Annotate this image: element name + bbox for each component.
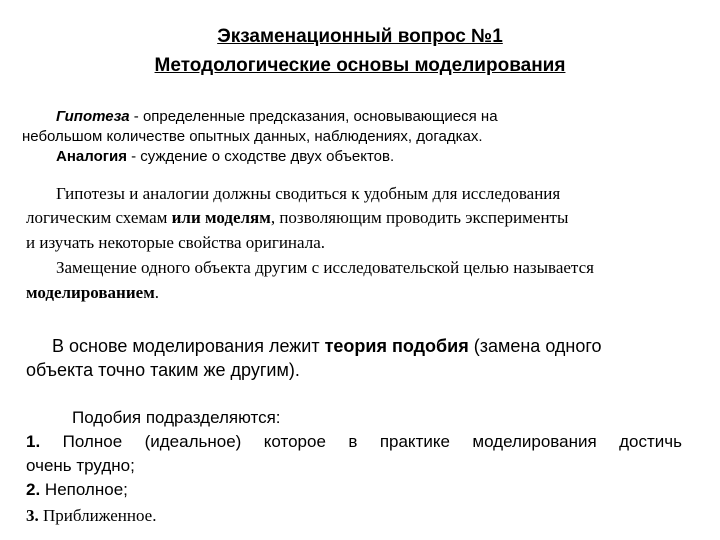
analogy-line bbox=[56, 148, 394, 165]
p1-line-4 bbox=[56, 258, 594, 278]
analogy-text: - суждение о сходстве двух объектов. bbox=[126, 148, 395, 165]
p1-text-4: Замещение одного объекта другим с исследовательской целью называется bbox=[56, 258, 594, 277]
p1-line-3 bbox=[26, 233, 325, 253]
item-2-number: 2. bbox=[26, 480, 41, 499]
similarity-item-2 bbox=[26, 480, 128, 500]
hypothesis-text-cont: небольшом количестве опытных данных, наблюдениях, догадках. bbox=[22, 128, 483, 145]
hypothesis-term: Гипотеза bbox=[56, 108, 130, 125]
p1-text-1: Гипотезы и аналогии должны сводиться к удобным для исследования bbox=[56, 184, 561, 203]
hypothesis-text: - определенные предсказания, основывающиеся на bbox=[129, 108, 498, 125]
p1-text-2a: логическим схемам bbox=[26, 208, 172, 227]
p2-text-2: объекта точно таким же другим). bbox=[26, 360, 300, 380]
p2-text-1a: В основе моделирования лежит bbox=[52, 336, 325, 356]
p2-line-1 bbox=[52, 336, 602, 357]
item-3-text: Приближенное. bbox=[38, 506, 157, 525]
similarity-item-3 bbox=[26, 506, 156, 526]
p1-text-2-bold: или моделям bbox=[171, 208, 271, 227]
similarity-heading bbox=[72, 408, 281, 428]
p1-text-3: и изучать некоторые свойства оригинала. bbox=[26, 233, 325, 252]
item-1-text: Полное (идеальное) которое в практике моделирования достичь bbox=[40, 432, 682, 451]
p1-text-5-bold: моделированием bbox=[26, 283, 155, 302]
item-1-number: 1. bbox=[26, 432, 41, 451]
p1-text-2b: , позволяющим проводить эксперименты bbox=[270, 208, 569, 227]
similarity-heading-text: Подобия подразделяются: bbox=[72, 408, 281, 427]
p1-line-2 bbox=[26, 208, 568, 228]
p1-line-1 bbox=[56, 184, 560, 204]
hypothesis-line-2 bbox=[22, 128, 483, 145]
title-line-1 bbox=[0, 26, 720, 48]
similarity-item-1 bbox=[26, 432, 682, 452]
p2-text-1-bold: теория подобия bbox=[324, 336, 469, 356]
hypothesis-line bbox=[56, 108, 498, 125]
analogy-term: Аналогия bbox=[56, 148, 127, 165]
p2-line-2 bbox=[26, 360, 300, 381]
p2-text-1b: (замена одного bbox=[468, 336, 602, 356]
similarity-item-1-cont bbox=[26, 456, 135, 476]
p1-line-5 bbox=[26, 283, 159, 303]
title-line-2 bbox=[0, 55, 720, 77]
item-1-cont-text: очень трудно; bbox=[26, 456, 135, 475]
item-2-text: Неполное; bbox=[40, 480, 128, 499]
p1-text-5-end: . bbox=[154, 283, 160, 302]
title-text-2: Методологические основы моделирования bbox=[154, 55, 566, 76]
title-text-1: Экзаменационный вопрос №1 bbox=[217, 26, 503, 47]
item-3-number: 3. bbox=[26, 506, 39, 525]
